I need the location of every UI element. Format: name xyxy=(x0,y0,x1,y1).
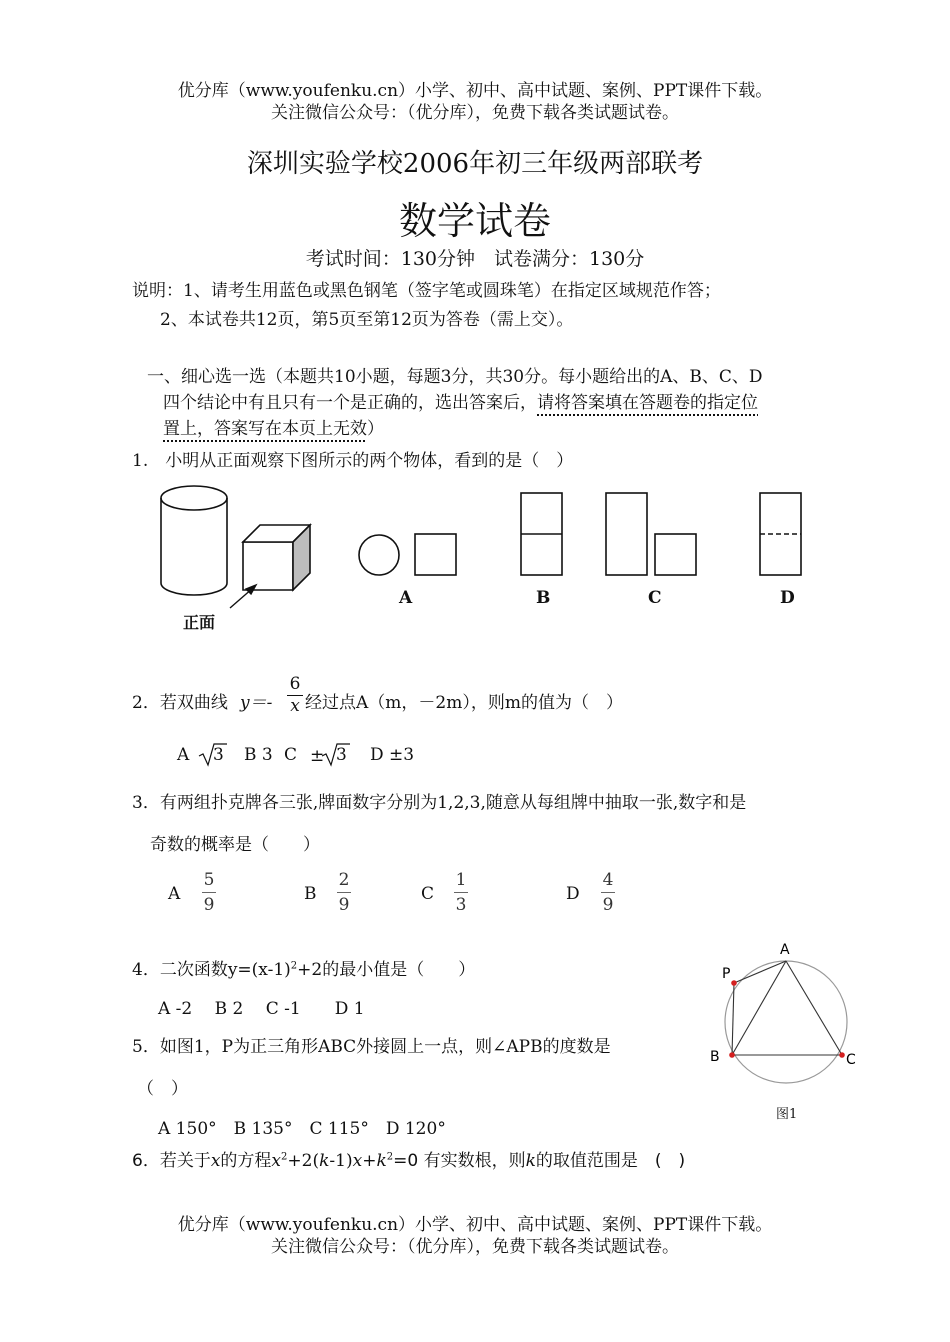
note-1: 说明：1、请考生用蓝色或黑色钢笔（签字笔或圆珠笔）在指定区域规范作答； xyxy=(132,281,721,301)
question-3-line-1: 3．有两组扑克牌各三张,牌面数字分别为1,2,3,随意从每组牌中抽取一张,数字和是 xyxy=(132,793,747,813)
label-c: C xyxy=(846,1052,856,1068)
school-title: 深圳实验学校2006年初三年级两部联考 xyxy=(246,149,704,179)
q4-text-a: 4．二次函数y=(x-1) xyxy=(132,960,291,980)
header-line-1: 优分库（www.youfenku.cn）小学、初中、高中试题、案例、PPT课件下载。 xyxy=(177,81,773,101)
section1-line-1: 一、细心选一选（本题共10小题，每题3分，共30分。每小题给出的A、B、C、D xyxy=(147,367,763,387)
point-p xyxy=(731,980,737,986)
q6-var-k3: k xyxy=(525,1151,536,1171)
question-1-text: 1. 小明从正面观察下图所示的两个物体，看到的是（ ） xyxy=(132,451,574,471)
q6-part-g: 的取值范围是 ( ) xyxy=(535,1151,686,1171)
q6-var-x2: x xyxy=(271,1151,282,1171)
subject-title: 数学试卷 xyxy=(398,199,551,243)
question-6-text xyxy=(132,1146,685,1171)
q3-option-d-label: D xyxy=(566,884,580,904)
q6-part-b: 的方程 xyxy=(220,1151,272,1171)
section1-emphasis-1: 请将答案填在答题卷的指定位 xyxy=(537,393,758,413)
question-4-text xyxy=(132,955,475,980)
q3-option-c-fraction xyxy=(454,870,468,915)
q3-d-num: 4 xyxy=(602,870,614,890)
time-info: 考试时间：130分钟 试卷满分：130分 xyxy=(305,248,645,270)
question-5-options: A 150° B 135° C 115° D 120° xyxy=(158,1119,446,1139)
footer-line-2: 关注微信公众号：（优分库），免费下载各类试题试卷。 xyxy=(271,1237,679,1257)
option-d-figure xyxy=(760,493,801,575)
label-p: P xyxy=(722,966,731,982)
question-5-line-1: 5．如图1，P为正三角形ABC外接圆上一点，则∠APB的度数是 xyxy=(132,1037,611,1057)
q6-part-d: -1) xyxy=(329,1151,353,1171)
q2-sqrt-a-value: 3 xyxy=(213,745,224,765)
q6-part-e: + xyxy=(362,1151,377,1171)
option-b-figure xyxy=(521,493,562,575)
q2-pm: ± xyxy=(310,746,325,766)
figure-1-caption: 图1 xyxy=(776,1107,798,1122)
q2-option-c: C xyxy=(284,745,298,765)
q4-text-b: +2的最小值是（ ） xyxy=(297,960,476,980)
question-1-figure xyxy=(150,480,830,640)
q3-option-a-fraction xyxy=(202,870,216,915)
section1-line-3 xyxy=(163,414,384,439)
cylinder-shape xyxy=(161,486,227,595)
question-2-suffix: 经过点A（m，－2m），则m的值为（ ） xyxy=(305,693,623,713)
q4-exponent: 2 xyxy=(290,960,298,972)
q3-b-den: 9 xyxy=(337,892,351,915)
q3-option-d-fraction xyxy=(601,870,615,915)
note-2: 2、本试卷共12页，第5页至第12页为答卷（需上交）。 xyxy=(160,310,574,330)
footer-line-1: 优分库（www.youfenku.cn）小学、初中、高中试题、案例、PPT课件下载。 xyxy=(177,1215,773,1235)
q3-option-b-label: B xyxy=(304,884,317,904)
q2-option-a: A xyxy=(177,745,190,765)
q6-var-x3: x xyxy=(352,1151,363,1171)
q3-option-c-label: C xyxy=(421,884,435,904)
q2-option-d: D ±3 xyxy=(370,745,415,765)
question-2-prefix: 2．若双曲线 xyxy=(132,693,228,713)
segment-pa xyxy=(734,961,786,983)
option-a-figure xyxy=(359,534,456,575)
section1-emphasis-2: 置上，答案写在本页上无效 xyxy=(163,419,367,439)
question-3-line-2: 奇数的概率是（ ） xyxy=(150,835,320,855)
q2-numerator: 6 xyxy=(289,674,301,694)
q3-c-num: 1 xyxy=(455,870,467,890)
q2-option-b: B 3 xyxy=(244,745,273,765)
q6-sup-2: 2 xyxy=(386,1151,394,1163)
section1-line-2-text: 四个结论中有且只有一个是正确的，选出答案后， xyxy=(163,393,537,413)
q6-part-f: =0 有实数根，则 xyxy=(393,1151,526,1171)
q3-d-den: 9 xyxy=(601,892,615,915)
label-a: A xyxy=(780,942,790,958)
q3-c-den: 3 xyxy=(454,892,468,915)
q6-part-a: 6．若关于 xyxy=(132,1151,211,1171)
q3-a-den: 9 xyxy=(202,892,216,915)
q2-eq: y＝- xyxy=(240,693,273,713)
q3-b-num: 2 xyxy=(338,870,350,890)
cube-shape xyxy=(243,525,310,590)
question-2-equation xyxy=(240,688,272,713)
question-2-fraction xyxy=(287,674,303,716)
q6-var-k2: k xyxy=(376,1151,387,1171)
point-b xyxy=(729,1052,735,1058)
figure-1-circle-diagram xyxy=(705,940,865,1090)
label-b: B xyxy=(710,1049,720,1065)
option-b-label: B xyxy=(536,588,551,608)
q3-option-b-fraction xyxy=(337,870,351,915)
q2-denominator: x xyxy=(290,696,300,716)
section1-line-2 xyxy=(163,388,758,413)
option-c-label: C xyxy=(648,588,662,608)
question-4-options: A -2 B 2 C -1 D 1 xyxy=(158,999,365,1019)
question-5-line-2: （ ） xyxy=(137,1079,188,1099)
section1-line-3-close: ） xyxy=(367,419,384,439)
q6-var-x1: x xyxy=(210,1151,221,1171)
q6-part-c: +2( xyxy=(287,1151,320,1171)
option-a-label: A xyxy=(399,588,413,608)
q6-sup-1: 2 xyxy=(281,1151,288,1163)
option-d-label: D xyxy=(780,588,795,608)
q2-sqrt-c-value: 3 xyxy=(336,745,347,765)
option-c-figure xyxy=(606,493,696,575)
point-c xyxy=(839,1052,845,1058)
q3-option-a-label: A xyxy=(168,884,181,904)
front-label: 正面 xyxy=(183,613,216,632)
header-line-2: 关注微信公众号：（优分库），免费下载各类试题试卷。 xyxy=(271,103,679,123)
q6-var-k1: k xyxy=(319,1151,330,1171)
q3-a-num: 5 xyxy=(203,870,215,890)
